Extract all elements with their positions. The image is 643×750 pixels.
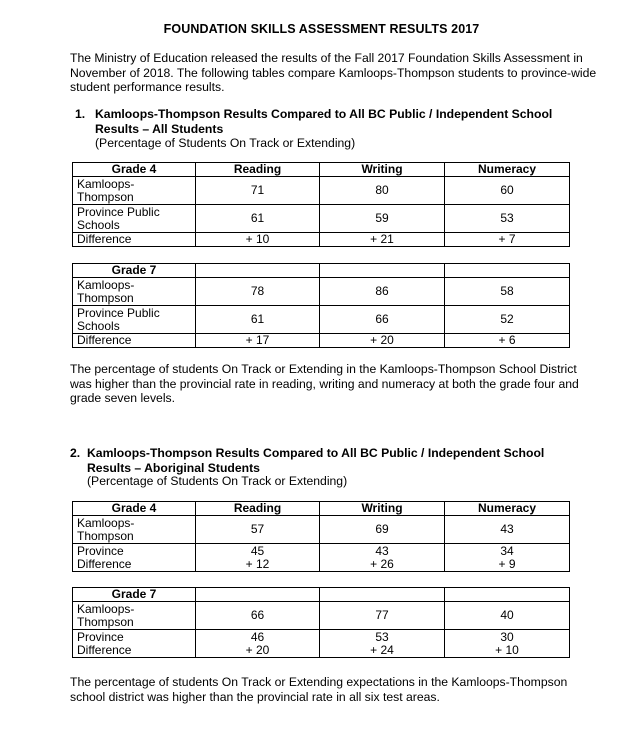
numeracy-value: 43 [445,516,570,544]
writing-header: Writing [320,163,445,177]
row-label: Kamloops-Thompson [73,516,196,544]
empty-header [445,264,570,278]
empty-header [196,264,320,278]
writing-header: Writing [320,502,445,516]
grade-header: Grade 4 [73,163,196,177]
reading-header: Reading [196,163,320,177]
table-header-row [73,163,570,177]
section2-summary: The percentage of students On Track or Extending expectations in the Kamloops-Thompson school district was higher than the provincial rate in all six test areas. [70,675,568,704]
row-label-stack [73,544,196,572]
section2-subtitle: (Percentage of Students On Track or Extending) [87,474,348,488]
grade-header: Grade 7 [73,264,196,278]
province-reading-value: 46 [250,629,265,644]
section1-summary: The percentage of students On Track or Extending in the Kamloops-Thompson School District was higher than the provincial rate in reading, writing and numeracy at both the grade four and grade seven levels. [70,362,579,405]
province-numeracy-value: 34 [500,543,514,558]
writing-value: 77 [320,602,445,630]
numeracy-value: + 7 [445,233,570,247]
reading-value-stack [196,544,320,572]
difference-writing-value: + 24 [370,642,394,657]
numeracy-value: 40 [445,602,570,630]
province-label: Province [77,543,124,558]
table-header-row [73,588,570,602]
grade-header: Grade 4 [73,502,196,516]
page-title: FOUNDATION SKILLS ASSESSMENT RESULTS 2017 [163,22,480,36]
table-row [73,602,570,630]
province-writing-value: 53 [375,629,389,644]
table-row [73,233,570,247]
section1-heading-line1: Kamloops-Thompson Results Compared to All BC Public / Independent School [95,107,553,121]
reading-value: 66 [196,602,320,630]
section2-number: 2. [70,446,81,460]
province-numeracy-value: 30 [500,629,514,644]
numeracy-value: 52 [445,306,570,334]
row-label-stack [73,630,196,658]
difference-reading-value: + 20 [245,642,270,657]
row-label: Kamloops-Thompson [73,278,196,306]
reading-header: Reading [196,502,320,516]
numeracy-value: + 6 [445,334,570,348]
row-label: Kamloops-Thompson [73,602,196,630]
table-row [73,630,570,658]
empty-header [320,264,445,278]
section2-heading-line2: Results – Aboriginal Students [87,460,260,475]
reading-value: 78 [196,278,320,306]
section2-heading-line1: Kamloops-Thompson Results Compared to All BC Public / Independent School [87,446,545,460]
table-row [73,278,570,306]
table-row [73,516,570,544]
numeracy-header: Numeracy [445,163,570,177]
writing-value: 86 [320,278,445,306]
writing-value: 69 [320,516,445,544]
numeracy-value: 60 [445,177,570,205]
section1-grade7-table [72,263,570,348]
difference-label: Difference [77,642,132,657]
numeracy-value-stack [445,544,570,572]
grade-header: Grade 7 [73,588,196,602]
section2-grade7-table [72,587,570,658]
section1-subtitle: (Percentage of Students On Track or Extending) [95,136,356,150]
writing-value: 59 [320,205,445,233]
section2-heading [70,446,595,475]
difference-label: Difference [77,556,132,571]
table-row [73,177,570,205]
reading-value: 71 [196,177,320,205]
writing-value: 80 [320,177,445,205]
row-label: Kamloops-Thompson [73,177,196,205]
numeracy-header: Numeracy [445,502,570,516]
section2-grade4-table [72,501,570,572]
province-label: Province [77,629,124,644]
intro-paragraph: The Ministry of Education released the results of the Fall 2017 Foundation Skills Assessment in November of 2018. The following tables compare Kamloops-Thompson students to province-wide student performance results. [70,51,597,94]
table-row [73,334,570,348]
row-label: Difference [73,233,196,247]
table-row [73,306,570,334]
reading-value: 61 [196,205,320,233]
province-writing-value: 43 [375,543,389,558]
writing-value: + 21 [320,233,445,247]
reading-value: + 10 [196,233,320,247]
table-row [73,205,570,233]
numeracy-value: 58 [445,278,570,306]
row-label: Province Public Schools [73,306,196,334]
reading-value: + 17 [196,334,320,348]
reading-value: 61 [196,306,320,334]
empty-header [320,588,445,602]
table-header-row [73,502,570,516]
empty-header [445,588,570,602]
row-label: Difference [73,334,196,348]
writing-value-stack [320,544,445,572]
province-reading-value: 45 [250,543,265,558]
difference-writing-value: + 26 [370,556,394,571]
numeracy-value-stack [445,630,570,658]
section1-grade4-table [72,162,570,247]
writing-value-stack [320,630,445,658]
writing-value: 66 [320,306,445,334]
difference-reading-value: + 12 [245,556,270,571]
empty-header [196,588,320,602]
section1-number: 1. [75,107,86,121]
row-label: Province Public Schools [73,205,196,233]
numeracy-value: 53 [445,205,570,233]
section1-heading [75,107,595,136]
table-header-row [73,264,570,278]
table-row [73,544,570,572]
difference-numeracy-value: + 9 [498,556,516,571]
section1-heading-line2: Results – All Students [95,121,224,136]
difference-numeracy-value: + 10 [495,642,519,657]
reading-value-stack [196,630,320,658]
writing-value: + 20 [320,334,445,348]
reading-value: 57 [196,516,320,544]
